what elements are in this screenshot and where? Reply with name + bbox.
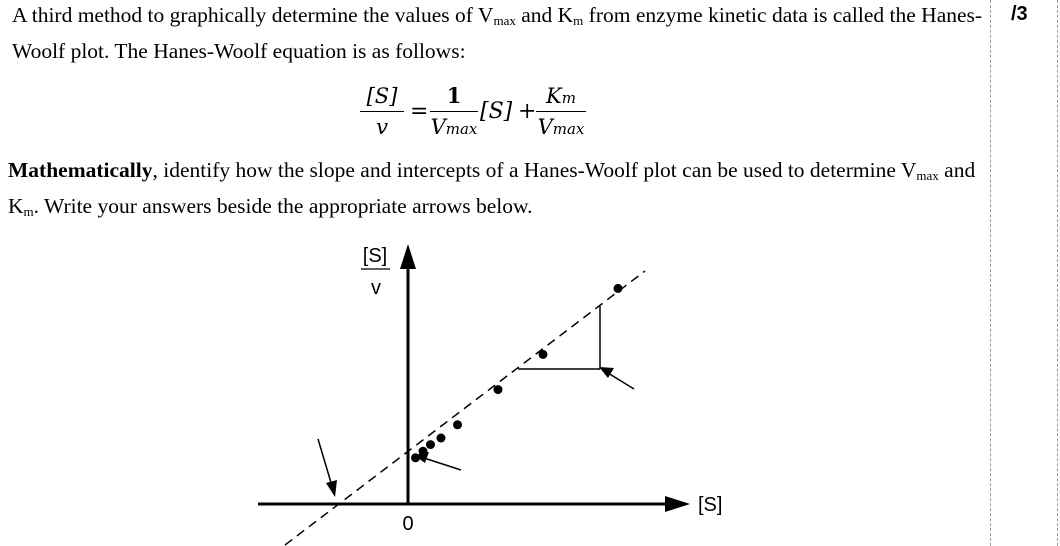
intro-sub-m: m [573, 13, 584, 28]
instr-bold: Mathematically [8, 158, 153, 182]
y-axis-label-denominator: v [371, 277, 381, 299]
slope-den-base: V [430, 115, 446, 139]
intro-sub-max: max [493, 13, 516, 28]
intro-text-3: from enzyme kinetic data is called the Hanes-Woolf plot. The Hanes-Woolf equation is as follows: [12, 3, 983, 63]
data-point [494, 385, 503, 394]
instr-text-2: and K [8, 158, 976, 218]
marks-value: /3 [1011, 3, 1028, 25]
slope-numerator: 1 [446, 83, 462, 108]
intro-text-2: and K [515, 3, 574, 27]
question-intro [12, 0, 987, 67]
lhs-numerator: [S] [366, 84, 398, 108]
lhs-fraction [360, 82, 404, 141]
intercept-num-sub: m [561, 89, 576, 107]
y-intercept-arrow [414, 452, 461, 470]
origin-label: 0 [402, 513, 414, 535]
plus-sign: + [518, 99, 537, 124]
slope-arrow [599, 367, 634, 389]
instr-sub-m: m [23, 204, 34, 219]
intercept-fraction [536, 82, 586, 141]
y-axis-label-numerator: [S] [362, 245, 388, 267]
lhs-denominator: v [376, 115, 388, 139]
slope-den-sub: max [445, 120, 478, 138]
x-axis-arrowhead [665, 496, 690, 512]
equals-sign: = [410, 99, 429, 124]
instr-text-3: . Write your answers beside the appropriate arrows below. [33, 194, 533, 218]
s-term: [S] [480, 99, 513, 124]
x-intercept-arrow [318, 439, 337, 497]
data-point [453, 420, 462, 429]
data-point [539, 350, 548, 359]
question-instructions [8, 155, 983, 227]
data-point [614, 284, 623, 293]
intercept-num-base: K [546, 84, 562, 108]
instr-sub-max: max [916, 168, 939, 183]
x-axis-label: [S] [698, 494, 723, 516]
hanes-woolf-plot [0, 220, 990, 546]
data-point [437, 434, 446, 443]
data-points [411, 284, 623, 462]
y-axis-arrowhead [400, 244, 416, 269]
intercept-den-base: V [537, 115, 553, 139]
instr-text-1: , identify how the slope and intercepts of a Hanes-Woolf plot can be used to determine V [152, 158, 917, 182]
intro-text-1: A third method to graphically determine the values of V [12, 3, 494, 27]
margin-divider [990, 0, 991, 546]
slope-fraction [430, 82, 478, 141]
data-point [426, 440, 435, 449]
right-divider [1057, 0, 1058, 546]
intercept-den-sub: max [552, 120, 585, 138]
